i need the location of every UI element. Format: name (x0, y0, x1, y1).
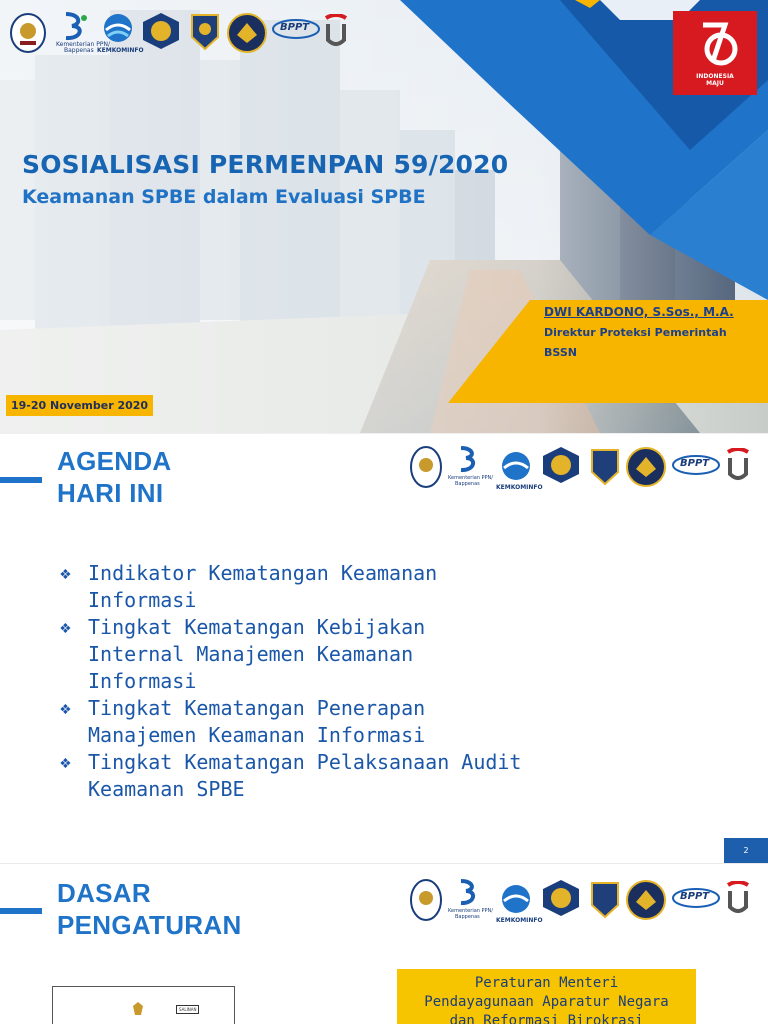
shield-logo (590, 881, 620, 919)
kemenkeu-logo (542, 879, 580, 917)
presentation-subtitle: Keamanan SPBE dalam Evaluasi SPBE (22, 186, 426, 208)
agenda-item-line: Keamanan SPBE (88, 777, 245, 801)
city-background (0, 0, 768, 433)
agenda-item (60, 749, 620, 803)
agenda-slide (0, 433, 768, 863)
bappenas-logo (60, 12, 90, 40)
lan-logo (410, 446, 442, 488)
agenda-list (60, 560, 620, 803)
regulation-title-box (397, 969, 696, 1024)
agenda-heading-line-1: AGENDA (57, 446, 172, 476)
telkom-logo (726, 448, 750, 484)
speaker-role: Direktur Proteksi Pemerintah (544, 326, 727, 339)
badge-text (673, 73, 757, 87)
heading-accent-bar (0, 908, 42, 914)
telkom-logo (324, 14, 348, 50)
lan-logo (10, 13, 46, 53)
shield-logo (190, 13, 220, 51)
lan-logo (410, 879, 442, 921)
kominfo-logo (500, 883, 532, 915)
bppt-label: BPPT (680, 458, 710, 469)
bppt-label: BPPT (680, 891, 710, 902)
agenda-item-line: Tingkat Kematangan Pelaksanaan Audit (88, 750, 522, 774)
heading-accent-bar (0, 477, 42, 483)
bssn-logo (626, 880, 666, 920)
kominfo-logo (500, 450, 532, 482)
bappenas-label-2: Bappenas (64, 47, 94, 54)
presentation-title: SOSIALISASI PERMENPAN 59/2020 (22, 150, 509, 179)
agenda-item (60, 560, 620, 614)
bappenas-label: Kementerian PPN/ (448, 908, 493, 914)
telkom-logo (726, 881, 750, 917)
garuda-emblem-icon (131, 1001, 145, 1017)
title-slide (0, 0, 768, 433)
kemenkeu-logo (142, 12, 180, 50)
regulation-line: Pendayagunaan Aparatur Negara (424, 994, 669, 1010)
bssn-logo (626, 447, 666, 487)
kominfo-logo (102, 12, 134, 44)
agenda-item-line: Tingkat Kematangan Kebijakan (88, 615, 426, 639)
bappenas-label-2: Bappenas (455, 481, 480, 487)
speaker-name: DWI KARDONO, S.Sos., M.A. (544, 305, 734, 319)
regulation-document-thumbnail (52, 986, 235, 1024)
event-date: 19-20 November 2020 (6, 395, 153, 416)
bssn-logo (227, 13, 267, 53)
page-number: 2 (724, 838, 768, 863)
agenda-heading-line-2: HARI INI (57, 478, 164, 508)
dasar-pengaturan-slide (0, 863, 768, 1024)
agenda-item-line: Tingkat Kematangan Penerapan (88, 696, 426, 720)
diamond-bullet-icon: ❖ (60, 617, 71, 638)
diamond-bullet-icon: ❖ (60, 752, 71, 773)
bppt-label: BPPT (280, 22, 310, 33)
diamond-bullet-icon: ❖ (60, 698, 71, 719)
agenda-item (60, 695, 620, 749)
regulation-line: Peraturan Menteri (474, 975, 619, 991)
bappenas-label: Kementerian PPN/ (56, 41, 110, 48)
bappenas-logo (456, 446, 482, 472)
regulation-line: dan Reformasi Birokrasi (449, 1013, 644, 1024)
kominfo-label: KEMKOMINFO (496, 917, 543, 924)
bappenas-label: Kementerian PPN/ (448, 475, 493, 481)
75-icon (673, 11, 757, 81)
agenda-item-line: Indikator Kematangan Keamanan (88, 561, 438, 585)
badge-line-1: INDONESIA (696, 73, 734, 80)
shield-logo (590, 448, 620, 486)
kominfo-label: KEMKOMINFO (97, 47, 144, 54)
agenda-item (60, 614, 620, 695)
dasar-heading-line-2: PENGATURAN (57, 910, 242, 940)
badge-line-2: MAJU (706, 80, 724, 87)
agenda-item-line: Manajemen Keamanan Informasi (88, 723, 426, 747)
bappenas-label-2: Bappenas (455, 914, 480, 920)
agenda-item-line: Informasi (88, 669, 197, 693)
agenda-item-line: Internal Manajemen Keamanan (88, 642, 414, 666)
diamond-bullet-icon: ❖ (60, 563, 71, 584)
kominfo-label: KEMKOMINFO (496, 484, 543, 491)
salinan-tag: SALINAN (176, 1005, 199, 1014)
dasar-heading-line-1: DASAR (57, 878, 151, 908)
bappenas-logo (456, 879, 482, 905)
agenda-item-line: Informasi (88, 588, 197, 612)
kemenkeu-logo (542, 446, 580, 484)
speaker-organization: BSSN (544, 346, 577, 359)
